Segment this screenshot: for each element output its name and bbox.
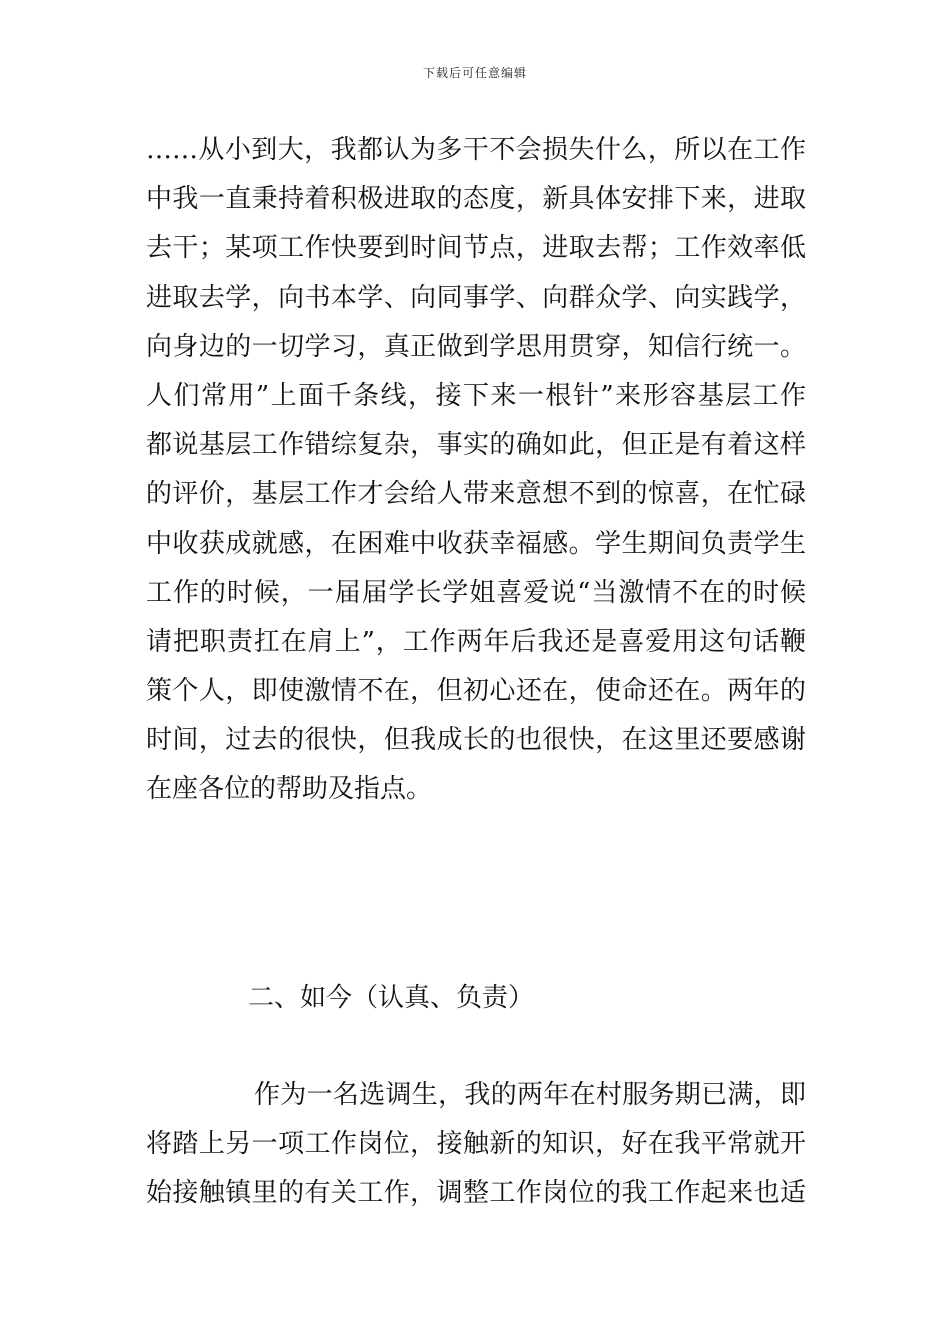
paragraph-line: 向身边的一切学习，真正做到学思用贯穿，知信行统一。 [146,331,806,362]
paragraph-line: 人们常用”上面千条线，接下来一根针”来形容基层工作 [146,380,806,411]
paragraph-line: 中收获成就感，在困难中收获幸福感。学生期间负责学生 [146,528,806,559]
paragraph-line: ……从小到大，我都认为多干不会损失什么，所以在工作 [146,135,806,165]
paragraph-line: 始接触镇里的有关工作，调整工作岗位的我工作起来也适 [146,1178,806,1209]
paragraph-line: 请把职责扛在肩上”，工作两年后我还是喜爱用这句话鞭 [146,626,806,657]
paragraph-1 [146,126,806,815]
paragraph-line: 都说基层工作错综复杂，事实的确如此，但正是有着这样 [146,430,806,461]
paragraph-line: 策个人，即使激情不在，但初心还在，使命还在。两年的 [146,676,806,707]
paragraph-line: 作为一名选调生，我的两年在村服务期已满，即 [254,1080,806,1110]
paragraph-line: 时间，过去的很快，但我成长的也很快，在这里还要感谢 [146,725,806,756]
section-heading: 二、如今（认真、负责） [248,983,535,1013]
paragraph-line: 将踏上另一项工作岗位，接触新的知识，好在我平常就开 [146,1129,806,1160]
paragraph-line: 的评价，基层工作才会给人带来意想不到的惊喜，在忙碌 [146,479,806,510]
paragraph-line: 工作的时候，一届届学长学姐喜爱说“当激情不在的时候 [146,577,806,608]
paragraph-line: 进取去学，向书本学、向同事学、向群众学、向实践学， [146,282,806,313]
paragraph-line: 在座各位的帮助及指点。 [146,774,433,805]
paragraph-line: 中我一直秉持着积极进取的态度，新具体安排下来，进取 [146,184,806,215]
paragraph-2 [146,1071,806,1219]
paragraph-line: 去干；某项工作快要到时间节点，进取去帮；工作效率低 [146,233,806,264]
page-header: 下载后可任意编辑 [422,66,527,80]
